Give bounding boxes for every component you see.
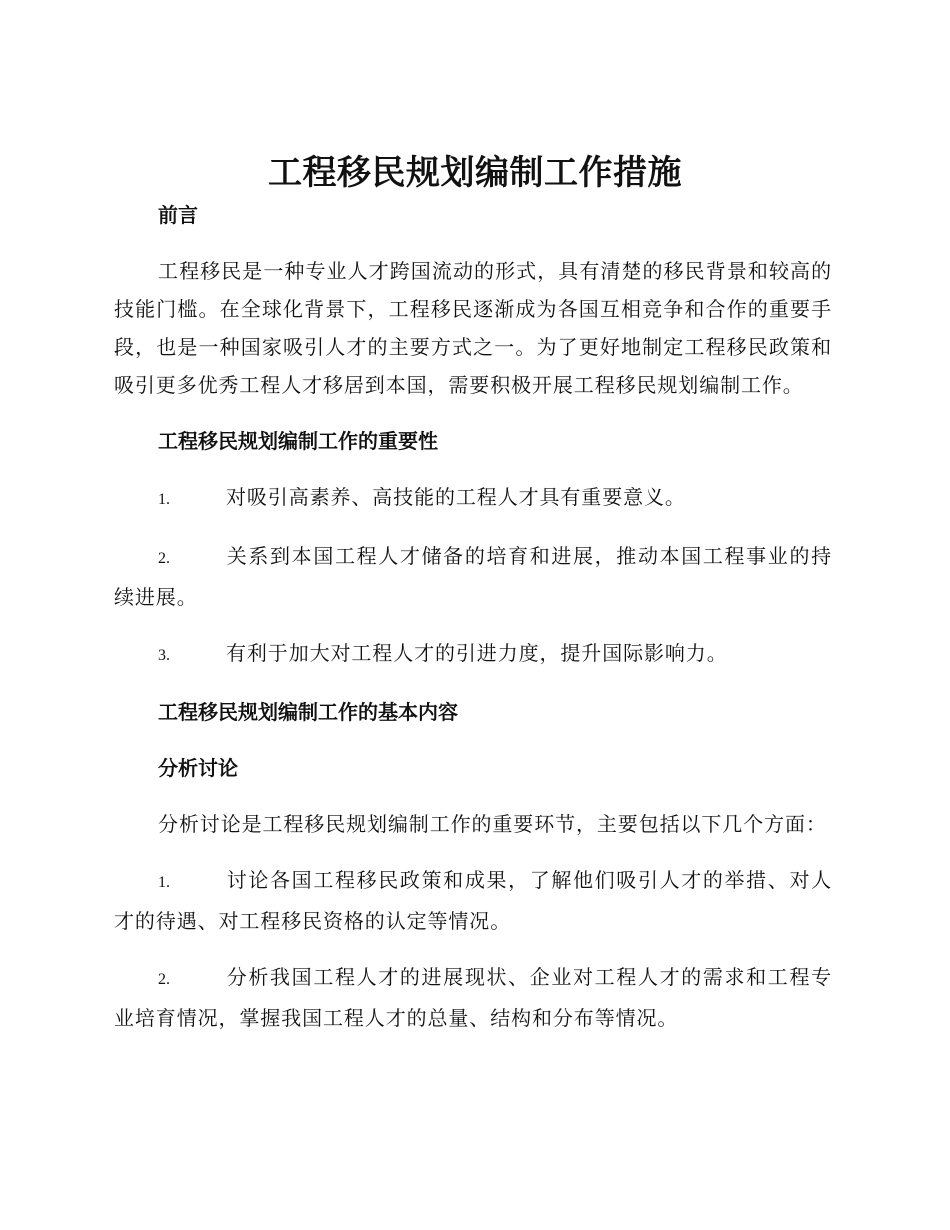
list-number: 1.: [158, 874, 170, 891]
analysis-paragraph: 分析讨论是工程移民规划编制工作的重要环节，主要包括以下几个方面：: [158, 812, 827, 836]
document-title: 工程移民规划编制工作措施: [268, 153, 682, 193]
preface-paragraph: 工程移民是一种专业人才跨国流动的形式，具有清楚的移民背景和较高的技能门槛。在全球化背景下，工程移民逐渐成为各国互相竞争和合作的重要手段，也是一种国家吸引人才的主要方式之一。为了更好地制定工程移民政策和吸引更多优秀工程人才移居到本国，需要积极开展工程移民规划编制工作。: [114, 259, 832, 397]
list-number: 3.: [158, 647, 170, 664]
list-number: 2.: [158, 971, 170, 988]
importance-item-1: [114, 478, 832, 519]
list-item-text: 关系到本国工程人才储备的培育和进展，推动本国工程事业的持续进展。: [114, 544, 832, 609]
list-number: 2.: [158, 550, 170, 567]
content-heading: 工程移民规划编制工作的基本内容: [158, 700, 458, 724]
importance-item-2: [114, 537, 832, 616]
analysis-item-2: [114, 958, 832, 1037]
list-item-text: 对吸引高素养、高技能的工程人才具有重要意义。: [226, 485, 686, 509]
document-body: [114, 196, 832, 1055]
analysis-heading: 分析讨论: [158, 756, 238, 780]
list-item-text: 有利于加大对工程人才的引进力度，提升国际影响力。: [226, 641, 728, 665]
list-number: 1.: [158, 491, 170, 508]
analysis-item-1: [114, 861, 832, 940]
importance-heading: 工程移民规划编制工作的重要性: [158, 429, 438, 453]
list-item-text: 分析我国工程人才的进展现状、企业对工程人才的需求和工程专业培育情况，掌握我国工程人才的总量、结构和分布等情况。: [114, 965, 832, 1030]
preface-heading: 前言: [158, 203, 198, 227]
list-item-text: 讨论各国工程移民政策和成果，了解他们吸引人才的举措、对人才的待遇、对工程移民资格的认定等情况。: [114, 868, 832, 933]
importance-item-3: [114, 634, 832, 675]
